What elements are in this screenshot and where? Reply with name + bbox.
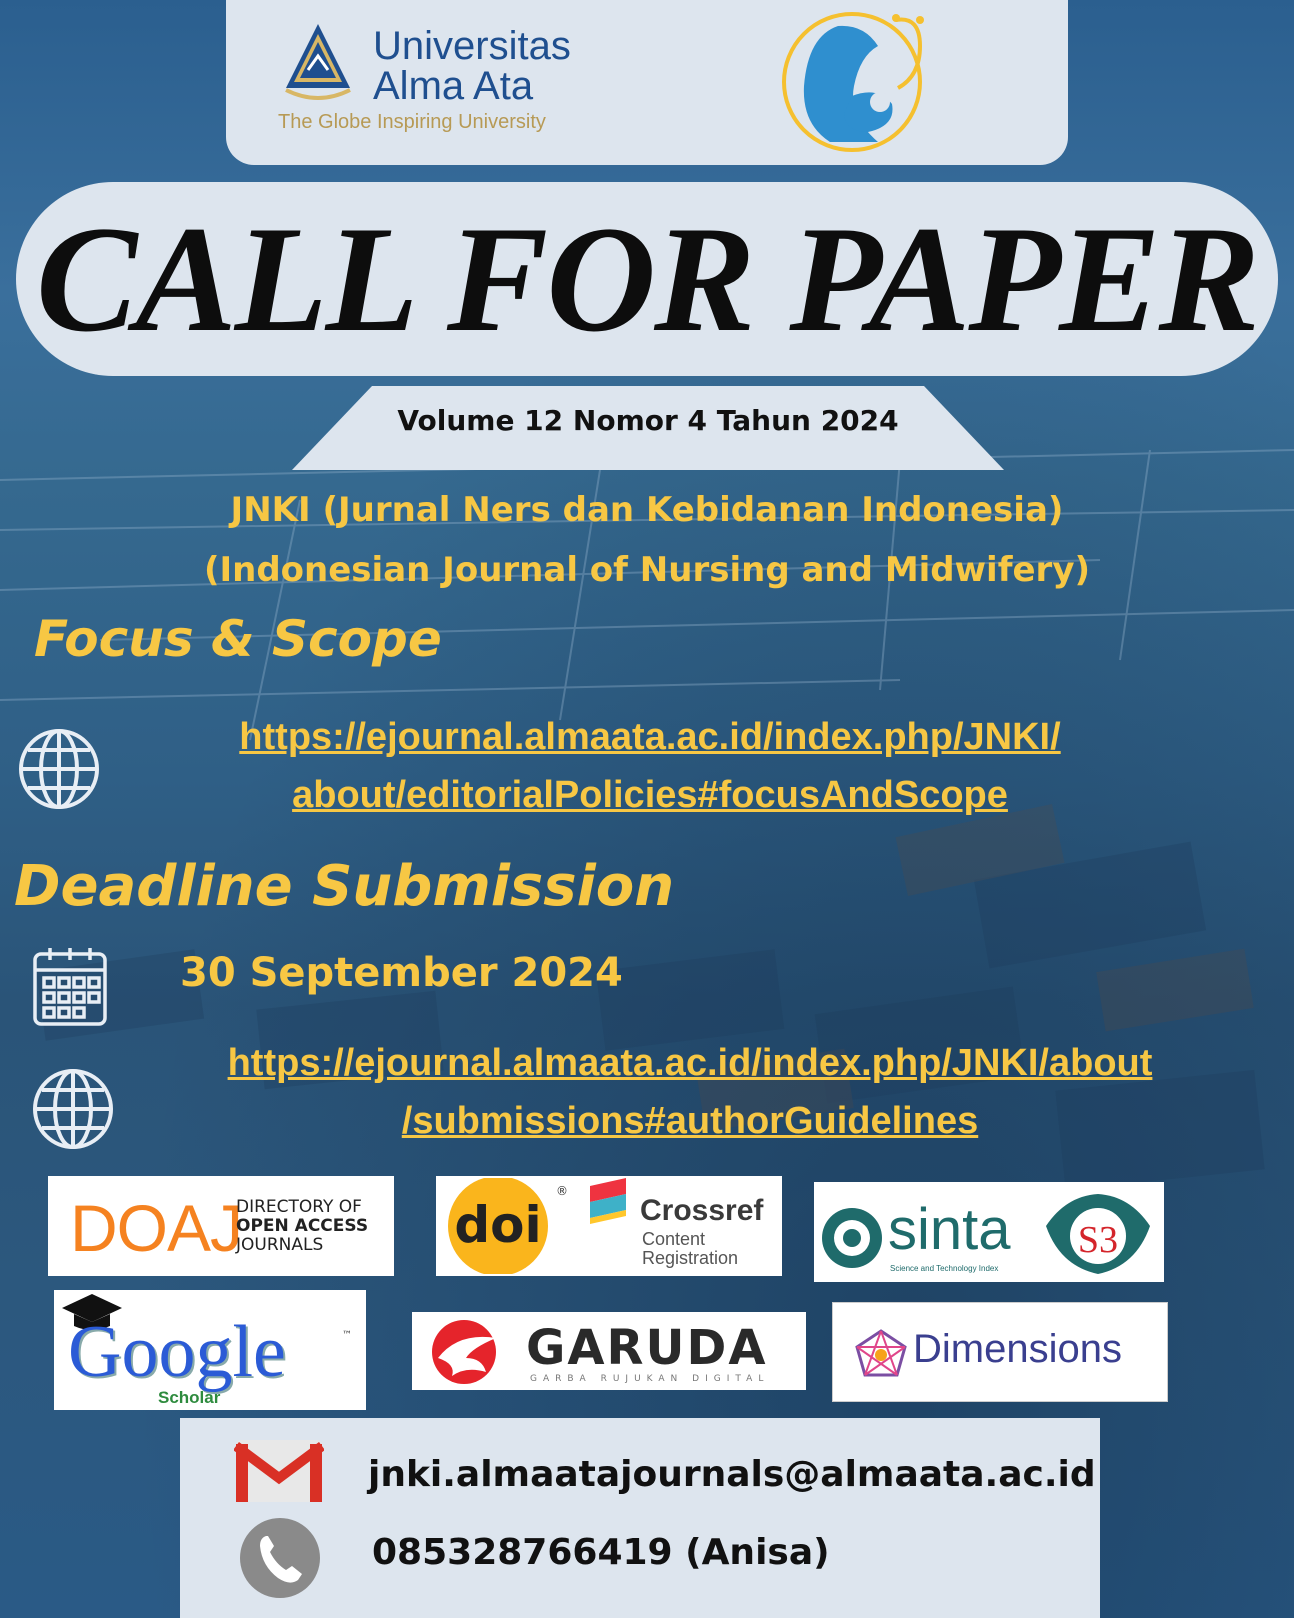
garuda-sub: GARBA RUJUKAN DIGITAL: [530, 1374, 770, 1384]
focus-scope-heading: Focus & Scope: [34, 610, 442, 668]
doaj-line1: DIRECTORY OF: [236, 1197, 362, 1217]
volume-label: Volume 12 Nomor 4 Tahun 2024: [397, 404, 899, 437]
gmail-icon: [234, 1434, 324, 1504]
google-tm: ™: [342, 1330, 352, 1341]
focus-scope-link-line1[interactable]: https://ejournal.almaata.ac.id/index.php/JNKI/: [239, 716, 1061, 758]
doi-mark: doi: [454, 1196, 542, 1254]
globe-icon: [16, 726, 102, 812]
google-scholar-sub: Scholar: [158, 1388, 221, 1407]
doi-crossref-logo: [436, 1176, 782, 1276]
mother-child-logo-icon: [768, 6, 948, 156]
author-guidelines-link-line2[interactable]: /submissions#authorGuidelines: [401, 1100, 979, 1142]
doi-reg: ®: [556, 1184, 568, 1198]
page-title: CALL FOR PAPER: [36, 195, 1258, 363]
dimensions-mark: Dimensions: [913, 1327, 1122, 1371]
sinta-mark: sinta: [888, 1197, 1011, 1262]
phone-icon: [238, 1516, 322, 1600]
sinta-logo: [814, 1182, 1164, 1282]
journal-name-en: (Indonesian Journal of Nursing and Midwifery): [203, 550, 1091, 590]
garuda-mark: GARUDA: [526, 1320, 768, 1376]
university-name-line2: Alma Ata: [373, 64, 534, 108]
crossref-icon: [588, 1176, 628, 1232]
crossref-sub: [642, 1230, 738, 1268]
university-name-line1: Universitas: [373, 24, 571, 68]
crossref-line2: Registration: [642, 1248, 739, 1268]
sinta-badge-label: S3: [1077, 1219, 1119, 1261]
university-emblem-icon: [278, 22, 358, 104]
dimensions-icon: [855, 1329, 907, 1377]
doaj-mark: DOAJ: [70, 1191, 243, 1265]
garuda-bird-icon: [422, 1318, 506, 1386]
globe-icon: [30, 1066, 116, 1152]
doaj-text: [236, 1198, 368, 1255]
focus-scope-link-line2[interactable]: about/editorialPolicies#focusAndScope: [292, 774, 1008, 816]
sinta-emblem-icon: [818, 1206, 886, 1270]
dimensions-logo: [832, 1302, 1168, 1402]
author-guidelines-link-line1[interactable]: https://ejournal.almaata.ac.id/index.php/JNKI/about: [227, 1042, 1153, 1084]
contact-email[interactable]: jnki.almaatajournals@almaata.ac.id: [368, 1454, 1096, 1495]
university-tagline: The Globe Inspiring University: [278, 111, 546, 133]
crossref-brand: Crossref: [640, 1194, 764, 1227]
google-mark: Google: [68, 1311, 286, 1393]
doaj-logo: [48, 1176, 394, 1276]
calendar-icon: [32, 946, 108, 1028]
garuda-logo: [412, 1312, 806, 1390]
crossref-line1: Content: [642, 1229, 706, 1249]
google-scholar-logo: [54, 1290, 366, 1410]
sinta-sub: Science and Technology Index: [890, 1264, 999, 1273]
journal-name-id: JNKI (Jurnal Ners dan Kebidanan Indonesia): [230, 490, 1064, 530]
deadline-date: 30 September 2024: [180, 950, 623, 996]
deadline-heading: Deadline Submission: [14, 854, 675, 919]
doaj-line2: OPEN ACCESS: [236, 1216, 369, 1236]
doaj-line3: JOURNALS: [236, 1235, 324, 1255]
contact-phone[interactable]: 085328766419 (Anisa): [372, 1532, 830, 1573]
